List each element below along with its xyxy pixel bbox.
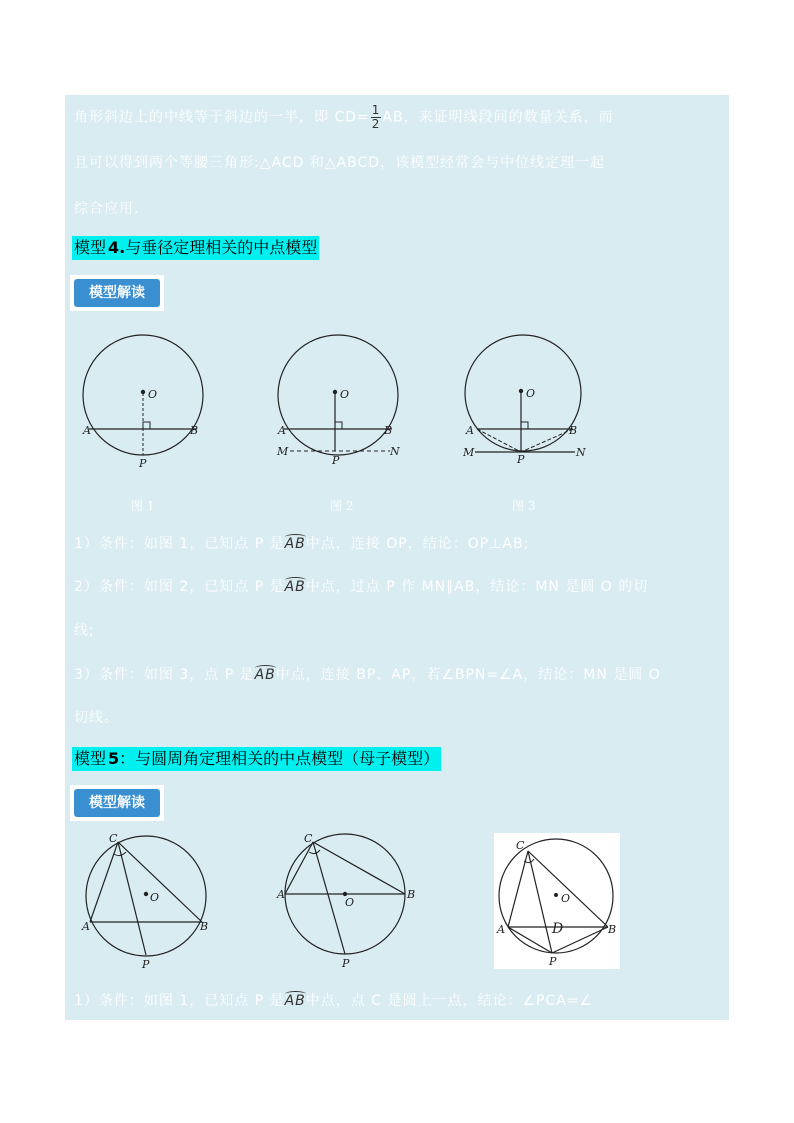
caption-fig-3: 图 3 — [512, 499, 536, 513]
label-n: N — [576, 446, 586, 459]
label-p: P — [332, 454, 340, 467]
segment-cb — [313, 842, 405, 894]
center-dot — [554, 893, 558, 897]
figure-4-2 — [270, 325, 410, 470]
segment-cp — [118, 842, 146, 955]
label-p: P — [142, 958, 150, 971]
label-n: N — [390, 445, 400, 458]
model-4-interpret-button[interactable]: 模型解读 — [74, 279, 160, 307]
center-dot — [141, 390, 145, 394]
center-dot — [333, 390, 337, 394]
label-a: A — [83, 424, 91, 437]
segment-ca — [90, 842, 118, 922]
segment-cb — [528, 851, 608, 927]
segment-cp — [313, 842, 345, 954]
label-o: O — [345, 896, 355, 909]
label-o: O — [561, 892, 571, 905]
label-p: P — [342, 957, 350, 970]
right-angle-mark — [143, 422, 150, 429]
arc-ab: AB — [284, 579, 306, 595]
label-c: C — [109, 832, 118, 845]
label-b: B — [569, 424, 578, 437]
segment-ap — [508, 927, 552, 953]
center-dot — [144, 892, 148, 896]
intro-line-3: 综合应用. — [74, 201, 140, 217]
model-5-interpret-button[interactable]: 模型解读 — [74, 789, 160, 817]
model-4-step-2: 2）条件：如图 2，已知点 P 是AB中点，过点 P 作 MN∥AB，结论：MN 是圆 O 的切 — [74, 579, 649, 595]
figure-5-3 — [494, 833, 620, 969]
label-p: P — [517, 453, 525, 466]
label-b: B — [200, 920, 209, 933]
model-5-heading: 模型 5：与圆周角定理相关的中点模型（母子模型） — [72, 747, 441, 771]
label-o: O — [148, 388, 158, 401]
label-m: M — [463, 446, 475, 459]
model-4-step-3-cont: 切线。 — [74, 710, 119, 726]
model-5-button-wrap — [70, 785, 164, 821]
label-d: D — [552, 921, 564, 937]
label-b: B — [190, 424, 199, 437]
label-b: B — [384, 424, 393, 437]
intro-line-1: 角形斜边上的中线等于斜边的一半，即 CD= $\frac{1}{2}$ AB，来证明线段间的数量关系，而 — [74, 103, 614, 131]
label-a: A — [277, 888, 285, 901]
circle — [278, 335, 398, 455]
label-o: O — [150, 891, 160, 904]
model-4-heading: 模型 4.与垂径定理相关的中点模型 — [72, 236, 319, 260]
segment-cp — [528, 851, 552, 953]
label-c: C — [516, 839, 525, 852]
label-o: O — [526, 387, 536, 400]
model-4-step-1: 1）条件：如图 1，已知点 P 是AB中点，连接 OP，结论：OP⊥AB; — [74, 536, 530, 552]
angle-mark — [309, 850, 320, 854]
label-m: M — [277, 445, 289, 458]
segment-bp — [521, 429, 573, 452]
fraction: $\frac{1}{2}$ — [371, 103, 381, 131]
circle — [465, 335, 581, 451]
model-4-step-3: 3）条件：如图 3，点 P 是AB中点，连接 BP、AP，若∠BPN=∠A，结论：MN 是圆 O — [74, 667, 661, 683]
segment-ap — [477, 429, 521, 452]
label-b: B — [407, 888, 416, 901]
model-5-step-1: 1）条件：如图 1，已知点 P 是AB中点，点 C 是圆上一点，结论：∠PCA=∠ — [74, 993, 594, 1009]
caption-fig-2: 图 2 — [330, 499, 354, 513]
model-4-step-2-cont: 线; — [74, 623, 95, 639]
intro-line-2: 且可以得到两个等腰三角形:△ACD 和△ABCD，该模型经常会与中位线定理一起 — [74, 155, 606, 171]
figure-5-1 — [80, 828, 215, 973]
label-a: A — [278, 424, 286, 437]
center-dot — [519, 389, 523, 393]
label-a: A — [497, 923, 505, 936]
right-angle-mark — [521, 422, 528, 429]
segment-ca — [285, 842, 313, 894]
model-4-button-wrap — [70, 275, 164, 311]
arc-ab: AB — [254, 667, 276, 683]
label-c: C — [304, 832, 313, 845]
figure-4-3 — [455, 325, 600, 470]
label-o: O — [340, 388, 350, 401]
label-p: P — [549, 955, 557, 968]
right-angle-mark — [335, 422, 342, 429]
label-p: P — [139, 457, 147, 470]
figure-4-1 — [75, 325, 215, 470]
label-b: B — [608, 923, 617, 936]
arc-ab: AB — [284, 536, 306, 552]
segment-ca — [508, 851, 528, 927]
label-a: A — [82, 920, 90, 933]
label-a: A — [466, 424, 474, 437]
caption-fig-1: 图 1 — [131, 499, 155, 513]
arc-ab: AB — [284, 993, 306, 1009]
figure-5-2 — [275, 828, 425, 973]
